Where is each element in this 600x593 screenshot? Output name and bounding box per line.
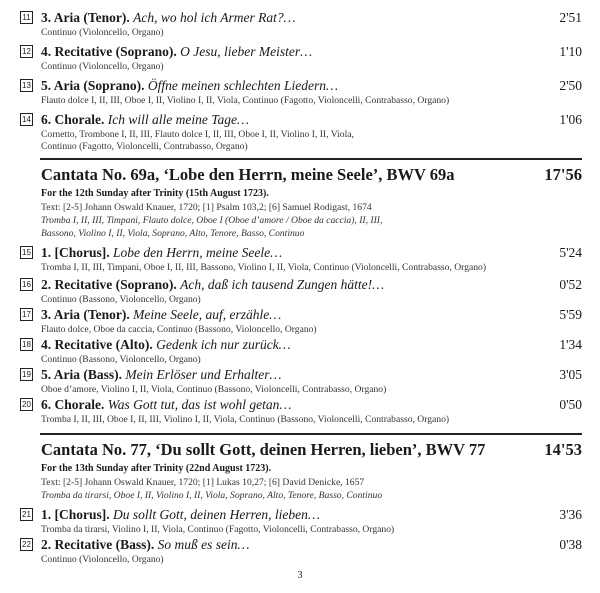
cantata-text-sources: Text: [2-5] Johann Oswald Knauer, 1720; [1] Psalm 103,2; [6] Samuel Rodigast, 1674	[41, 202, 372, 213]
track-duration: 1'06	[559, 112, 582, 127]
track-incipit: Öffne meinen schlechten Liedern…	[147, 78, 338, 93]
track-number-box: 19	[20, 368, 33, 381]
track-instruments: Tromba da tirarsi, Violino I, II, Viola, Continuo (Fagotto, Violoncelli, Contrabasso, Organo)	[41, 524, 395, 535]
track-instruments: Oboe d’amore, Violino I, II, Viola, Continuo (Bassono, Violoncelli, Contrabasso, Organo)	[41, 384, 387, 395]
track-incipit: Gedenk ich nur zurück…	[156, 337, 291, 352]
track-incipit: Was Gott tut, das ist wohl getan…	[107, 397, 292, 412]
cantata-occasion: For the 12th Sunday after Trinity (15th August 1723).	[41, 188, 269, 199]
track-duration: 5'24	[559, 245, 582, 260]
track-duration: 3'05	[559, 367, 582, 382]
track-duration: 5'59	[559, 307, 582, 322]
section-divider	[40, 158, 582, 160]
track-duration: 0'52	[559, 277, 582, 292]
cantata-duration: 17'56	[544, 165, 582, 184]
track-instruments: Cornetto, Trombone I, II, III, Flauto dolce I, II, III, Oboe I, II, Violino I, II, Viola, Continuo (Fagotto, Violoncelli, Contrabasso, Organo)	[41, 129, 354, 152]
track-title: 2. Recitative (Soprano).	[41, 277, 177, 292]
track-instruments: Continuo (Violoncello, Organo)	[41, 61, 164, 72]
track-instruments: Continuo (Bassono, Violoncello, Organo)	[41, 354, 201, 365]
cantata-heading: Cantata No. 77, ‘Du sollt Gott, deinen Herren, lieben’, BWV 77 14'53	[41, 440, 582, 459]
track-instruments: Continuo (Violoncello, Organo)	[41, 27, 164, 38]
track-title: 6. Chorale.	[41, 397, 105, 412]
track-number-box: 16	[20, 278, 33, 291]
track-duration: 2'51	[559, 10, 582, 25]
track-title: 5. Aria (Bass).	[41, 367, 122, 382]
track-incipit: So muß es sein…	[157, 537, 250, 552]
track-number-box: 21	[20, 508, 33, 521]
cantata-scoring: Bassono, Violino I, II, Viola, Soprano, Alto, Tenore, Basso, Continuo	[41, 228, 305, 239]
track-incipit: Meine Seele, auf, erzähle…	[133, 307, 282, 322]
track-title: 3. Aria (Tenor).	[41, 10, 130, 25]
track-duration: 3'36	[559, 507, 582, 522]
track-instruments: Tromba I, II, III, Oboe I, II, III, Violino I, II, Viola, Continuo (Bassono, Violoncelli, Contrabasso, Organo)	[41, 414, 450, 425]
track-incipit: Ich will alle meine Tage…	[107, 112, 249, 127]
section-divider	[40, 433, 582, 435]
track-instruments: Continuo (Violoncello, Organo)	[41, 554, 164, 565]
track-number-box: 22	[20, 538, 33, 551]
track-incipit: O Jesu, lieber Meister…	[180, 44, 313, 59]
track-title: 3. Aria (Tenor).	[41, 307, 130, 322]
track-duration: 1'10	[559, 44, 582, 59]
track-incipit: Mein Erlöser und Erhalter…	[125, 367, 282, 382]
track-title: 5. Aria (Soprano).	[41, 78, 145, 93]
track-number-box: 11	[20, 11, 33, 24]
cantata-occasion: For the 13th Sunday after Trinity (22nd August 1723).	[41, 463, 272, 474]
track-duration: 1'34	[559, 337, 582, 352]
cantata-scoring: Tromba da tirarsi, Oboe I, II, Violino I, II, Viola, Soprano, Alto, Tenore, Basso, Continuo	[41, 490, 383, 501]
track-number-box: 15	[20, 246, 33, 259]
track-instruments: Flauto dolce, Oboe da caccia, Continuo (Bassono, Violoncello, Organo)	[41, 324, 317, 335]
track-number-box: 14	[20, 113, 33, 126]
track-instruments: Flauto dolce I, II, III, Oboe I, II, Violino I, II, Viola, Continuo (Fagotto, Violoncelli, Contrabasso, Organo)	[41, 95, 450, 106]
cantata-text-sources: Text: [2-5] Johann Oswald Knauer, 1720; [1] Lukas 10,27; [6] David Denicke, 1657	[41, 477, 365, 488]
track-title: 1. [Chorus].	[41, 245, 110, 260]
track-duration: 0'38	[559, 537, 582, 552]
track-duration: 0'50	[559, 397, 582, 412]
track-instruments: Continuo (Bassono, Violoncello, Organo)	[41, 294, 201, 305]
track-number-box: 13	[20, 79, 33, 92]
page-number: 3	[297, 570, 303, 581]
track-incipit: Lobe den Herrn, meine Seele…	[113, 245, 283, 260]
track-instruments: Tromba I, II, III, Timpani, Oboe I, II, III, Bassono, Violino I, II, Viola, Continuo (Violoncelli, Contrabasso, Organo)	[41, 262, 487, 273]
track-number-box: 17	[20, 308, 33, 321]
track-number-box: 18	[20, 338, 33, 351]
track-duration: 2'50	[559, 78, 582, 93]
cantata-scoring: Tromba I, II, III, Timpani, Flauto dolce, Oboe I (Oboe d’amore / Oboe da caccia), II, III,	[41, 215, 383, 226]
track-title: 1. [Chorus].	[41, 507, 110, 522]
track-incipit: Ach, wo hol ich Armer Rat?…	[133, 10, 296, 25]
track-title: 2. Recitative (Bass).	[41, 537, 155, 552]
track-number-box: 20	[20, 398, 33, 411]
track-title: 4. Recitative (Soprano).	[41, 44, 177, 59]
cantata-heading: Cantata No. 69a, ‘Lobe den Herrn, meine Seele’, BWV 69a 17'56	[41, 165, 582, 184]
track-title: 4. Recitative (Alto).	[41, 337, 153, 352]
track-title: 6. Chorale.	[41, 112, 105, 127]
track-incipit: Du sollt Gott, deinen Herren, lieben…	[113, 507, 320, 522]
cantata-duration: 14'53	[544, 440, 582, 459]
track-number-box: 12	[20, 45, 33, 58]
track-incipit: Ach, daß ich tausend Zungen hätte!…	[180, 277, 385, 292]
